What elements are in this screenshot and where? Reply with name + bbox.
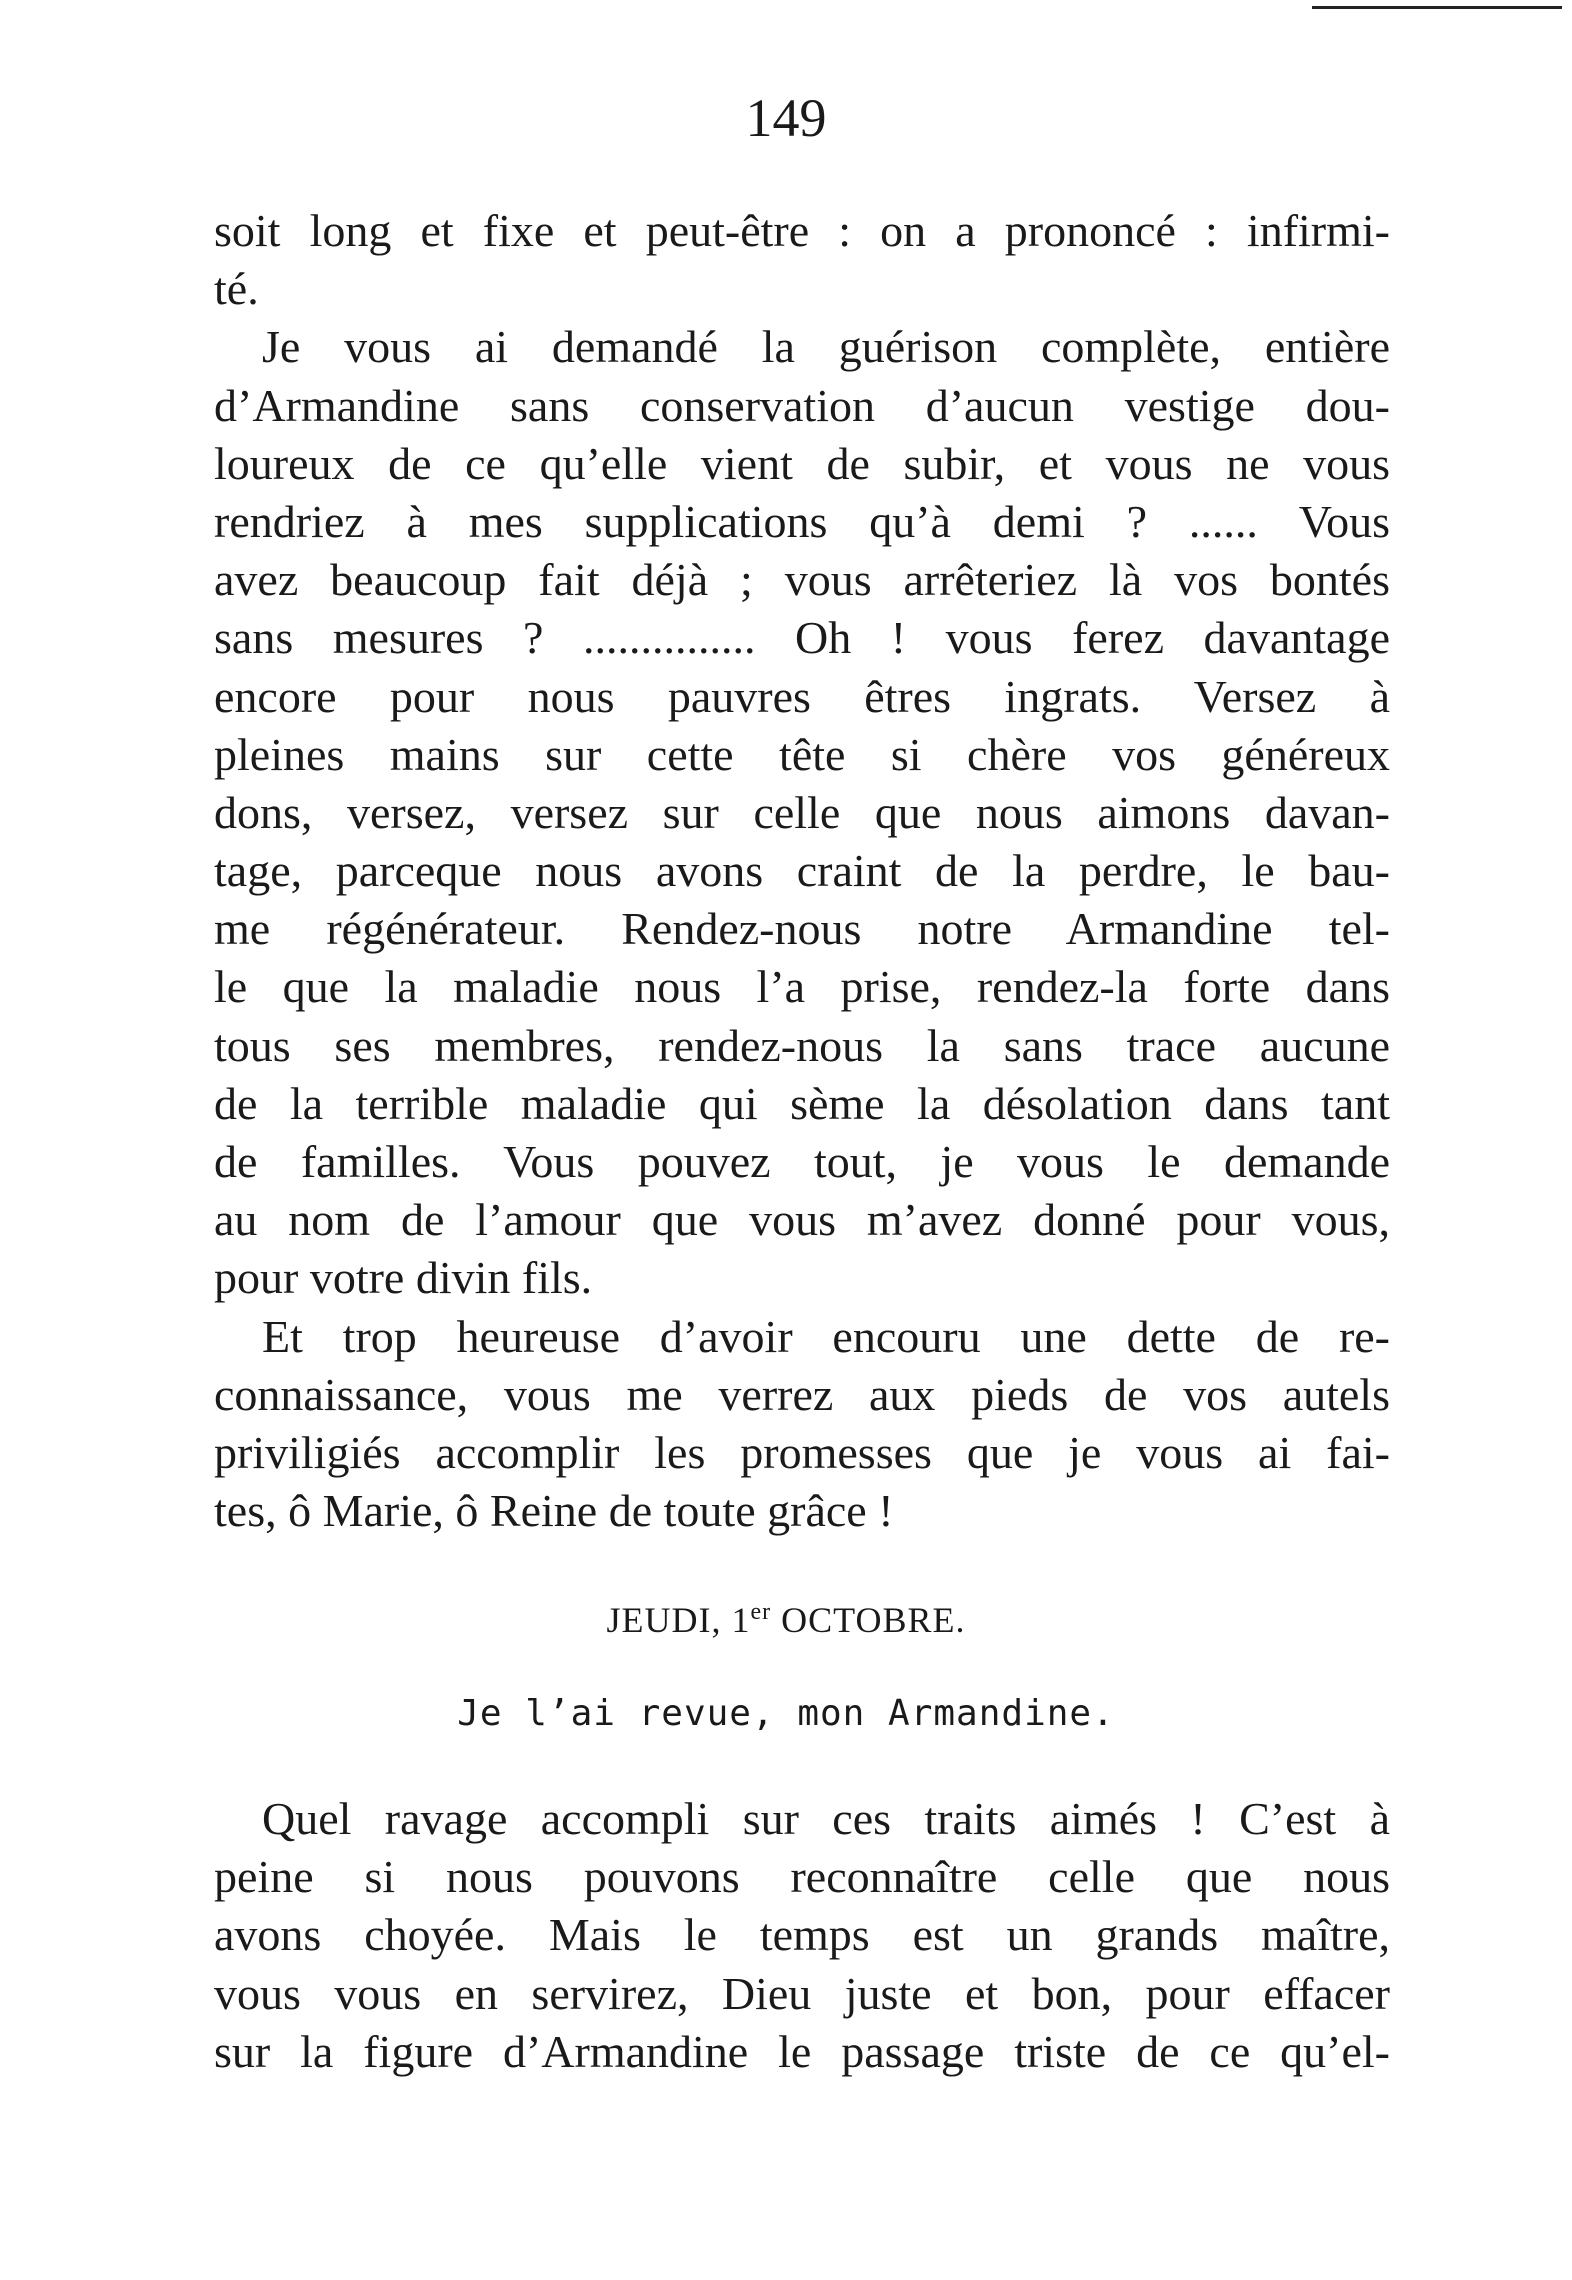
text-line: encore pour nous pauvres êtres ingrats. Versez à — [214, 670, 1390, 722]
text-line: Je vous ai demandé la guérison complète, entière — [262, 321, 1390, 373]
text-line: dons, versez, versez sur celle que nous aimons davan- — [214, 786, 1390, 838]
section-subtitle: Je l’ai revue, mon Armandine. — [457, 1693, 1115, 1734]
text-line: pleines mains sur cette tête si chère vos généreux — [214, 728, 1390, 780]
text-line: tous ses membres, rendez-nous la sans trace aucune — [214, 1019, 1390, 1071]
text-line: d’Armandine sans conservation d’aucun vestige dou- — [214, 379, 1390, 431]
section-text — [214, 1790, 1390, 2081]
date-suffix: OCTOBRE. — [771, 1600, 966, 1640]
text-line: loureux de ce qu’elle vient de subir, et vous ne vous — [214, 437, 1390, 489]
text-line: Et trop heureuse d’avoir encouru une dette de re- — [262, 1310, 1390, 1362]
text-line: de familles. Vous pouvez tout, je vous le demande — [214, 1136, 1390, 1187]
text-line: priviligiés accomplir les promesses que je vous ai fai- — [214, 1426, 1390, 1478]
text-line: pour votre divin fils. — [214, 1252, 593, 1304]
text-line: le que la maladie nous l’a prise, rendez-la forte dans — [214, 961, 1390, 1013]
text-line: avez beaucoup fait déjà ; vous arrêteriez là vos bontés — [214, 554, 1390, 606]
text-line: me régénérateur. Rendez-nous notre Armandine tel- — [214, 903, 1390, 955]
text-line: avons choyée. Mais le temps est un grands maître, — [214, 1909, 1390, 1961]
page-number: 149 — [745, 88, 827, 148]
text-line: rendriez à mes supplications qu’à demi ? ...... Vous — [214, 495, 1390, 547]
text-line: peine si nous pouvons reconnaître celle que nous — [214, 1851, 1390, 1903]
text-line: vous vous en servirez, Dieu juste et bon, pour effacer — [214, 1967, 1390, 2019]
text-line: au nom de l’amour que vous m’avez donné pour vous, — [214, 1194, 1390, 1246]
text-line: sur la figure d’Armandine le passage triste de ce qu’el- — [214, 2025, 1390, 2077]
top-rule — [1312, 6, 1562, 9]
text-line: de la terrible maladie qui sème la désolation dans tant — [214, 1077, 1390, 1129]
text-line: Quel ravage accompli sur ces traits aimés ! C’est à — [262, 1793, 1390, 1844]
text-line: soit long et fixe et peut-être : on a prononcé : infirmi- — [214, 205, 1390, 256]
text-line: tes, ô Marie, ô Reine de toute grâce ! — [214, 1485, 894, 1537]
text-line: connaissance, vous me verrez aux pieds de vos autels — [214, 1368, 1390, 1420]
text-line: tage, parceque nous avons craint de la perdre, le bau- — [214, 845, 1390, 897]
section-date-heading — [0, 1598, 1572, 1642]
text-line: té. — [214, 263, 259, 315]
body-text — [214, 202, 1390, 1540]
text-line: sans mesures ? ............... Oh ! vous ferez davantage — [214, 612, 1390, 664]
date-ordinal: er — [750, 1599, 772, 1625]
date-prefix: JEUDI, 1 — [606, 1600, 751, 1640]
